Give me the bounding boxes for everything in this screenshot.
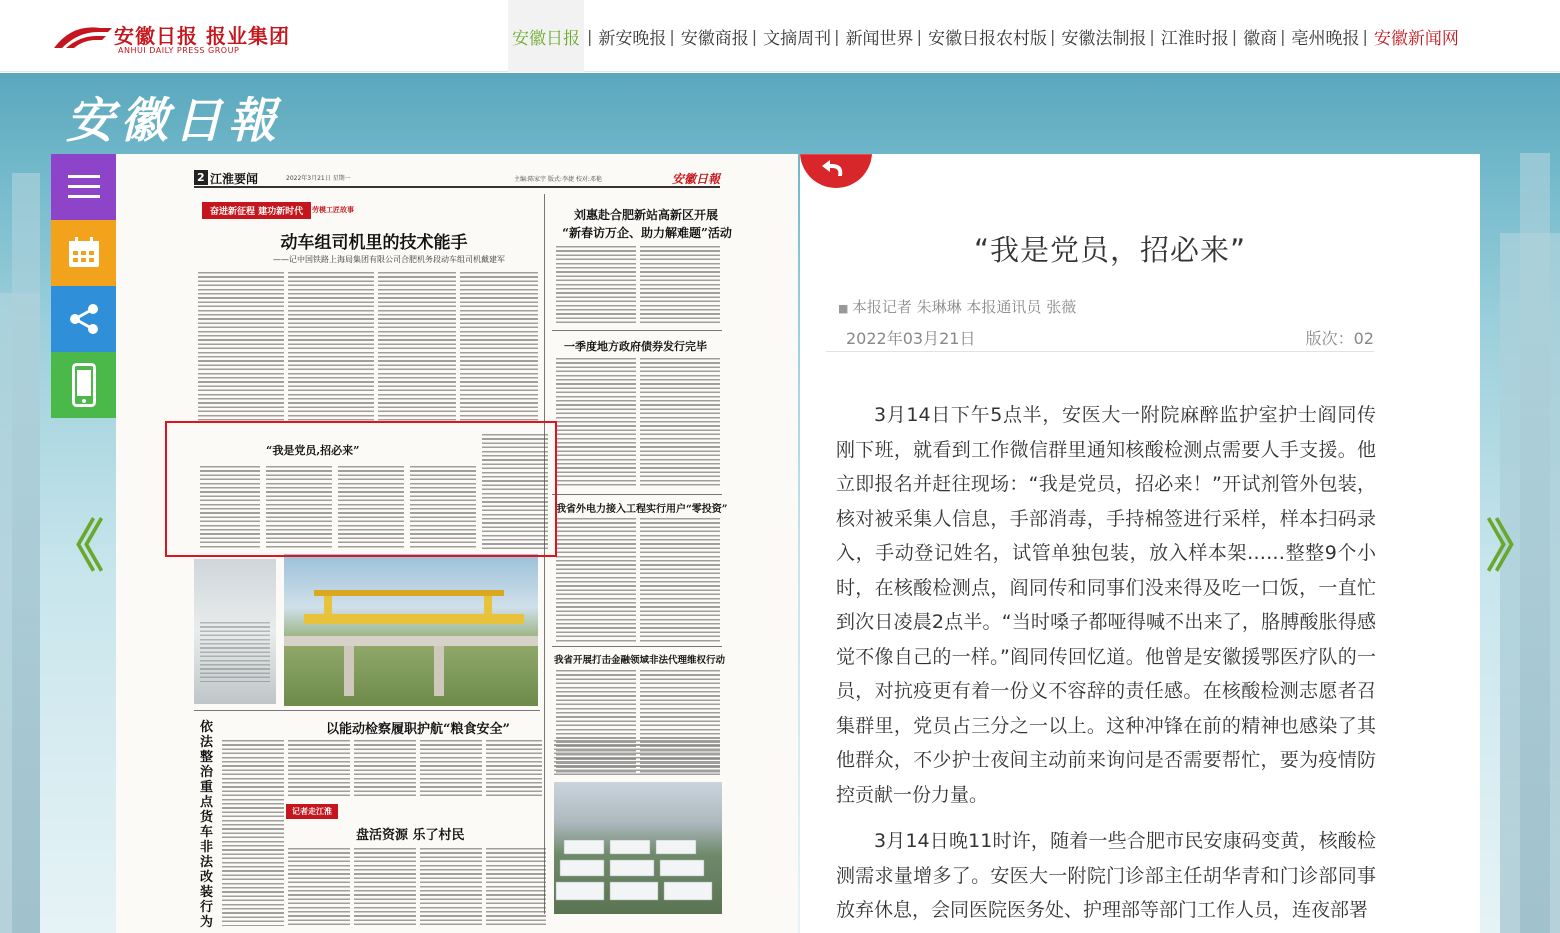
nav-item-news-world[interactable]: 新闻世界 xyxy=(845,28,914,49)
story-rule xyxy=(194,710,540,711)
text-column[interactable] xyxy=(288,272,374,422)
article-paragraph: 3月14日晚11时许，随着一些合肥市民安康码变黄，核酸检测需求量增多了。安医大一附院门诊部主任胡华青和门诊部同事放弃休息，会同医院医务处、护理部等部门工作人员，连夜部署 xyxy=(836,830,1376,921)
text-column[interactable] xyxy=(556,518,636,644)
side-headline-2[interactable]: “新春访万企、助力解难题”活动 xyxy=(562,226,732,240)
nav-item-bozhou-evening[interactable]: 亳州晚报 xyxy=(1291,28,1360,49)
text-column[interactable] xyxy=(354,740,416,796)
text-column[interactable] xyxy=(460,272,538,422)
nav-separator: | xyxy=(669,26,675,46)
modular-houses-photo[interactable] xyxy=(554,782,722,914)
nav-item-xinan-evening[interactable]: 新安晚报 xyxy=(598,28,667,49)
nav-separator: | xyxy=(1362,26,1368,46)
page-header xyxy=(194,170,720,188)
page-date: 2022年3月21日 星期一 xyxy=(286,175,351,182)
next-page-arrow[interactable]: 》 xyxy=(1486,515,1542,580)
reporter-column-tag: 记者走江淮 xyxy=(286,804,338,819)
mobile-button[interactable] xyxy=(51,352,116,418)
page-headline[interactable]: 动车组司机里的技术能手 xyxy=(280,233,468,253)
page-section: 江淮要闻 xyxy=(210,172,259,186)
selected-article-highlight[interactable] xyxy=(165,421,557,557)
nav-separator: | xyxy=(1280,26,1286,46)
menu-button[interactable] xyxy=(51,154,116,220)
article-author: 本报记者 朱琳琳 本报通讯员 张薇 xyxy=(851,298,1077,316)
article-title: “我是党员，招必来” xyxy=(973,233,1247,267)
nav-item-anhui-daily[interactable]: 安徽日报 xyxy=(508,0,584,72)
text-column[interactable] xyxy=(378,272,456,422)
text-column[interactable] xyxy=(354,848,416,928)
text-column[interactable] xyxy=(420,740,482,796)
press-group-logo[interactable] xyxy=(52,18,312,58)
article-page-number: 版次：02 xyxy=(1305,329,1374,348)
nav-item-huishang[interactable]: 徽商 xyxy=(1243,28,1278,49)
page-number: 2 xyxy=(194,170,208,185)
side-toolbar xyxy=(51,154,116,418)
story-rule xyxy=(552,330,722,331)
feature-subtag: 劳模工匠故事 xyxy=(312,206,354,214)
nav-separator: | xyxy=(834,26,840,46)
logo-chinese-text: 安徽日报 报业集团 xyxy=(114,24,290,48)
text-column[interactable] xyxy=(486,848,546,928)
story-title-grain[interactable]: 以能动检察履职护航“粮食安全” xyxy=(326,722,510,737)
text-column[interactable] xyxy=(288,848,350,928)
nav-separator: | xyxy=(916,26,922,46)
story-title-debt[interactable]: 一季度地方政府债券发行完毕 xyxy=(564,340,707,353)
page-brand: 安徽日報 xyxy=(672,172,721,186)
anhui-daily-masthead: 安徽日報 xyxy=(66,93,283,149)
text-column[interactable] xyxy=(640,358,720,488)
story-rule xyxy=(552,494,722,495)
text-column[interactable] xyxy=(198,272,284,422)
nav-separator: | xyxy=(1049,26,1056,46)
mobile-icon xyxy=(72,363,96,407)
newspaper-page-image[interactable] xyxy=(116,154,798,933)
bridge-construction-photo[interactable] xyxy=(284,554,538,706)
bridge-crane-illustration xyxy=(284,554,538,706)
logo-emblem-icon xyxy=(52,22,114,52)
nav-separator: | xyxy=(587,26,593,46)
story-rule xyxy=(552,646,722,647)
background-building xyxy=(12,173,40,933)
article-meta xyxy=(826,322,1374,352)
nav-item-jianghuai-times[interactable]: 江淮时报 xyxy=(1160,28,1229,49)
share-icon xyxy=(67,302,101,336)
nav-item-rural-edition[interactable]: 安徽日报农村版 xyxy=(927,28,1047,49)
nav-separator: | xyxy=(1231,26,1238,46)
article-body xyxy=(836,398,1376,933)
text-column[interactable] xyxy=(486,740,542,796)
logo-english-text: ANHUI DAILY PRESS GROUP xyxy=(118,46,240,55)
text-column[interactable] xyxy=(554,740,720,776)
text-column[interactable] xyxy=(556,246,636,326)
share-button[interactable] xyxy=(51,286,116,352)
text-column[interactable] xyxy=(640,246,720,326)
photo-caption xyxy=(200,622,270,682)
side-headline-1[interactable]: 刘惠赴合肥新站高新区开展 xyxy=(573,208,718,222)
page-subheadline: ——记中国铁路上海局集团有限公司合肥机务段动车组司机戴建军 xyxy=(273,255,505,264)
top-bar xyxy=(0,0,1560,72)
back-button[interactable] xyxy=(800,154,872,192)
story-title-power[interactable]: 我省外电力接入工程实行用户“零投资” xyxy=(556,504,728,515)
text-column[interactable] xyxy=(420,848,482,928)
nav-item-legal-news[interactable]: 安徽法制报 xyxy=(1061,28,1147,49)
calendar-button[interactable] xyxy=(51,220,116,286)
nav-separator: | xyxy=(1149,26,1155,46)
text-column[interactable] xyxy=(288,740,350,796)
feature-tag: 奋进新征程 建功新时代 xyxy=(202,202,311,219)
nav-separator: | xyxy=(751,26,758,46)
article-byline xyxy=(838,296,1076,317)
story-title-finance[interactable]: 我省开展打击金融领域非法代理维权行动 xyxy=(554,655,726,666)
menu-icon xyxy=(66,172,102,202)
text-column[interactable] xyxy=(222,740,284,926)
article-date: 2022年03月21日 xyxy=(846,329,976,348)
nav-item-digest-weekly[interactable]: 文摘周刊 xyxy=(763,28,832,49)
houses-illustration xyxy=(554,782,722,914)
article-paragraph: 3月14日下午5点半，安医大一附院麻醉监护室护士阎同传刚下班，就看到工作微信群里通知核酸检测点需要人手支援。他立即报名并赶往现场：“我是党员，招必来！”开试剂管外包装，核对被采集人信息，手部消毒，手持棉签进行采样，样本扫码录入，手动登记姓名，试管单独包装，放入样本架……整整9个小时，在核酸检测点，阎同传和同事们没来得及吃一口饭，一直忙到次日凌晨2点半。“当时嗓子都哑得喊不出来了，胳膊酸胀得感觉不像自己的一样。”阎同传回忆道。他曾是安徽援鄂医疗队的一员，对抗疫更有着一份义不容辞的责任感。在核酸检测志愿者召集群里，党员占三分之一以上。这种冲锋在前的精神也感染了其他群众，不少护士夜间主动前来询问是否需要帮忙，要为疫情防控贡献一份力量。 xyxy=(836,404,1376,806)
nav-item-anhui-news-net[interactable]: 安徽新闻网 xyxy=(1373,28,1459,49)
byline-bullet: ■ xyxy=(838,302,852,315)
page-editors: 主编:陈家宇 版式:李捷 校对:邓艳 xyxy=(514,176,602,183)
text-column[interactable] xyxy=(640,518,720,644)
prev-page-arrow[interactable]: 《 xyxy=(48,515,104,580)
story-title-village[interactable]: 盘活资源 乐了村民 xyxy=(356,828,465,843)
story-title-vertical[interactable]: 依法整治重点货车非法改装行为 xyxy=(200,720,214,930)
calendar-icon xyxy=(67,236,101,270)
text-column[interactable] xyxy=(556,358,636,488)
return-arrow-icon xyxy=(800,154,872,192)
nav-item-anhui-business[interactable]: 安徽商报 xyxy=(680,28,749,49)
story-title-highlight[interactable]: “我是党员,招必来” xyxy=(266,444,360,457)
publication-nav xyxy=(508,0,1459,72)
article-panel xyxy=(800,154,1480,933)
